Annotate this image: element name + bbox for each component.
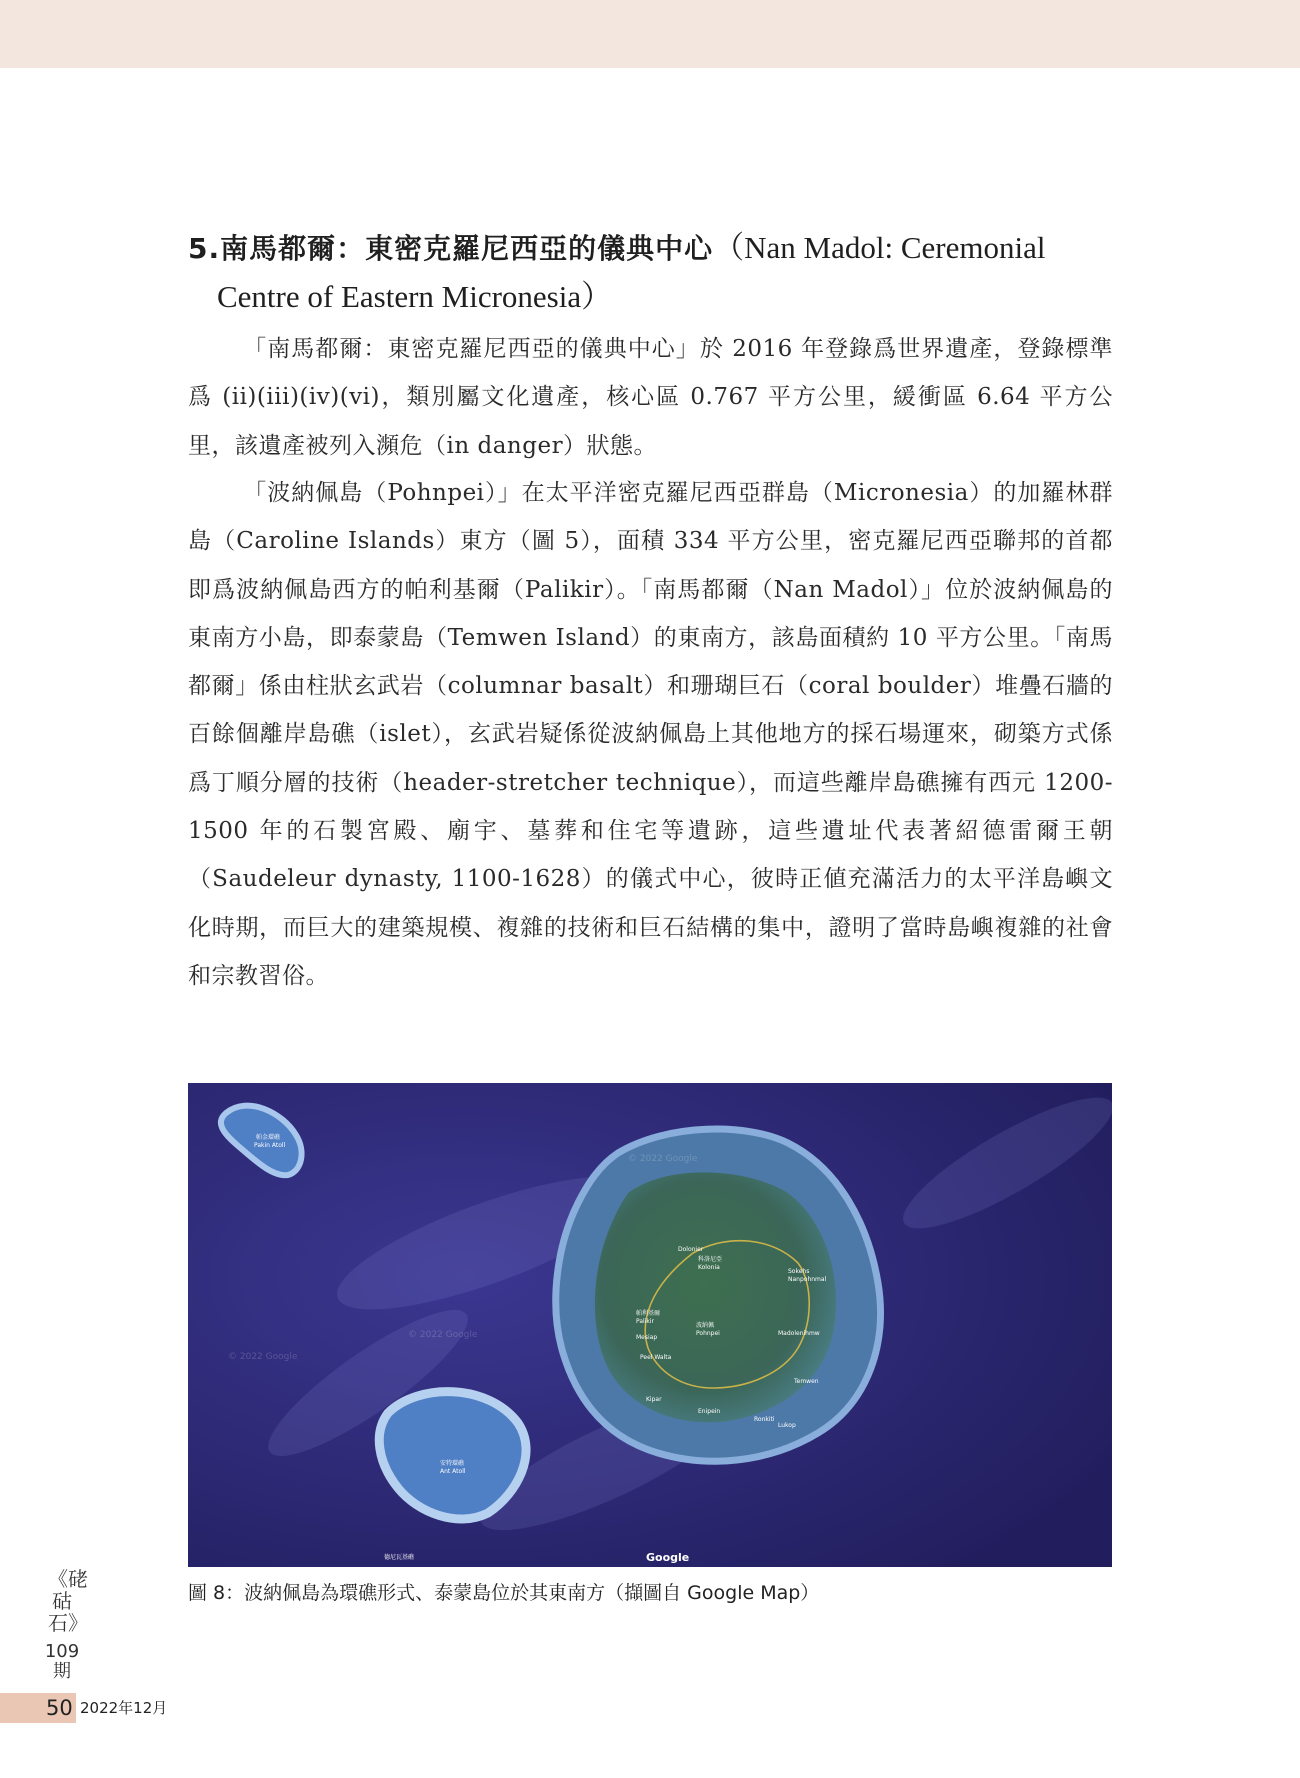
label-temwen: Temwen <box>794 1378 819 1385</box>
issue-date: 2022年12月 <box>80 1699 168 1717</box>
label-pakin-cn: 帕金環礁 <box>256 1134 281 1141</box>
label-madolenihmw: Madolenihmw <box>778 1330 820 1337</box>
issue-unit: 期 <box>53 1661 71 1682</box>
label-kipar: Kipar <box>646 1396 662 1403</box>
label-dolonier: Dolonier <box>678 1246 704 1253</box>
page-number: 50 <box>46 1696 73 1720</box>
heading-title-chinese: 5.南馬都爾：東密克羅尼西亞的儀典中心 <box>188 232 714 265</box>
map-watermark-1: © 2022 Google <box>628 1154 698 1164</box>
label-enipein: Enipein <box>698 1408 721 1415</box>
label-ronkiti: Ronkiti <box>754 1416 775 1423</box>
satellite-map-figure <box>188 1083 1112 1567</box>
heading-title-english-continued: Centre of Eastern Micronesia） <box>217 279 613 314</box>
paragraph-pohnpei-description: 「波納佩島（Pohnpei）」在太平洋密克羅尼西亞群島（Micronesia）的加羅林群島（Caroline Islands）東方（圖 5），面積 334 平方公里，密克羅尼西亞聯邦的首都即爲波納佩島西方的帕利基爾（Palikir）。「南馬都爾（Nan Madol）」位於波納佩島的東南方小島，即泰蒙島（Temwen Island）的東南方，該島面積約 10 平方公里。「南馬都爾」係由柱狀玄武岩（columnar basalt）和珊瑚巨石（coral boulder）堆疊石牆的百餘個離岸島礁（islet），玄武岩疑係從波納佩島上其他地方的採石場運來，砌築方式係爲丁順分層的技術（header-stretcher technique），而這些離岸島礁擁有西元 1200-1500 年的石製宮殿、廟宇、墓葬和住宅等遺跡，這些遺址代表著紹德雷爾王朝（Saudeleur dynasty, 1100-1628）的儀式中心，彼時正値充滿活力的太平洋島嶼文化時期，而巨大的建築規模、複雜的技術和巨石結構的集中，證明了當時島嶼複雜的社會和宗教習俗。 <box>188 480 1113 989</box>
label-nanpohnmal: Nanpohnmal <box>788 1276 827 1283</box>
figure-caption: 圖 8：波納佩島為環礁形式、泰蒙島位於其東南方（擷圖自 Google Map） <box>188 1582 820 1604</box>
label-kolonia-en: Kolonia <box>698 1264 720 1271</box>
label-lukop: Lukop <box>778 1422 796 1429</box>
paragraph-inscription: 「南馬都爾：東密克羅尼西亞的儀典中心」於 2016 年登錄爲世界遺產，登錄標準爲 (ii)(iii)(iv)(vi)，類別屬文化遺產，核心區 0.767 平方公里，緩衝區 6.64 平方公里，該遺產被列入瀕危（in danger）狀態。 <box>188 336 1113 459</box>
label-mesiap: Mesiap <box>636 1334 658 1341</box>
map-watermark-2: © 2022 Google <box>408 1330 478 1340</box>
label-palikir-cn: 帕利基爾 <box>636 1310 661 1317</box>
label-peel-walta: Peel Walta <box>640 1354 672 1361</box>
label-pohnpei-cn: 波納佩 <box>696 1322 715 1329</box>
map-svg <box>188 1083 1112 1567</box>
label-kolonia-cn: 科洛尼亞 <box>698 1256 723 1263</box>
section-heading <box>188 224 1113 321</box>
top-color-band <box>0 0 1300 68</box>
label-pohnpei-en: Pohnpei <box>696 1330 720 1337</box>
google-logo: Google <box>646 1551 690 1564</box>
issue-label <box>44 1642 80 1682</box>
label-palikir-en: Palikir <box>636 1318 654 1325</box>
label-pakin-en: Pakin Atoll <box>254 1142 286 1149</box>
heading-title-english: （Nan Madol: Ceremonial <box>713 230 1046 265</box>
label-ant-en: Ant Atoll <box>440 1468 466 1475</box>
label-ant-cn: 安特環礁 <box>440 1460 465 1467</box>
issue-number: 109 <box>44 1641 80 1662</box>
journal-title-vertical: 《硓𥑮石》 <box>48 1567 88 1635</box>
label-bottom-reef: 德尼瓦基礁 <box>384 1554 415 1561</box>
map-watermark-3: © 2022 Google <box>228 1352 298 1362</box>
label-sokehs: Sokehs <box>788 1268 810 1275</box>
